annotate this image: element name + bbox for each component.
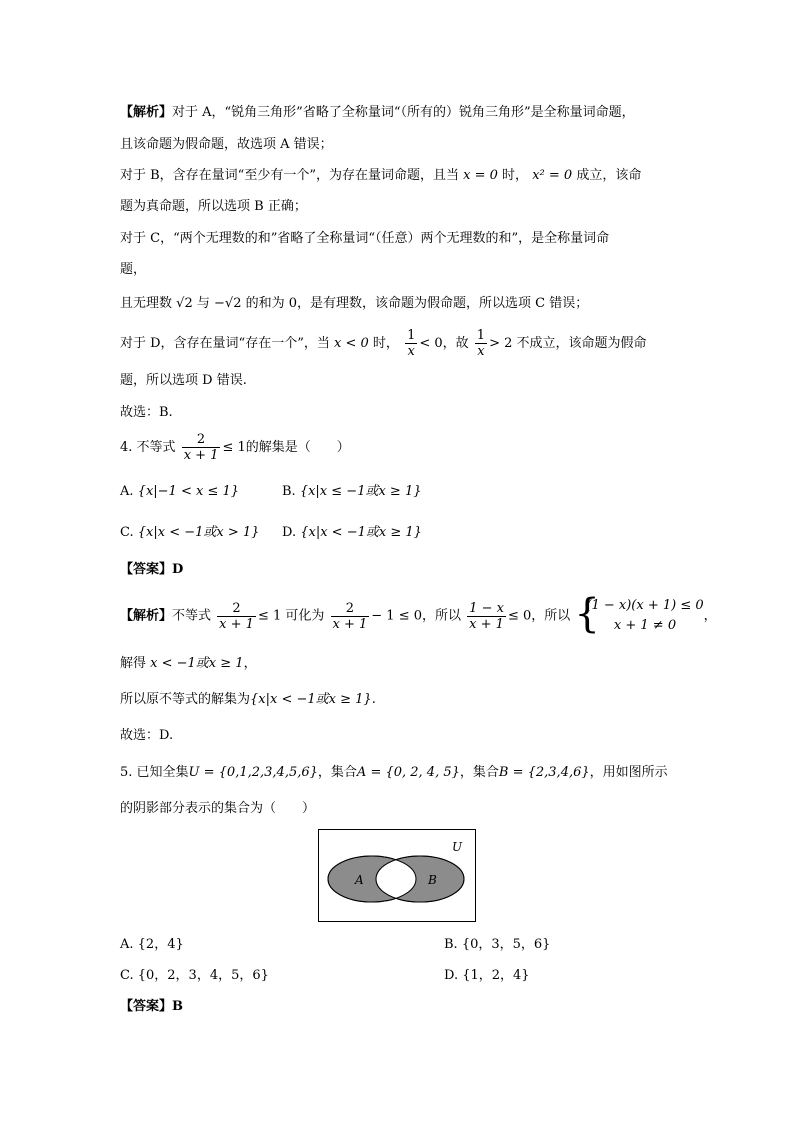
equation-system: { (1 − x)(x + 1) ≤ 0 x + 1 ≠ 0: [574, 591, 704, 637]
q4-option-d: D. {x|x < −1或x ≥ 1}: [282, 525, 422, 540]
fraction: $\frac{2}{x + 1}$: [332, 600, 368, 632]
analysis-line-7: 且无理数 √2 与 −√2 的和为 0，是有理数，该命题为假命题，所以选项 C 错误；: [120, 296, 589, 311]
q5-option-a: A. {2，4}: [120, 937, 184, 952]
fraction: $\frac{1}{x}$: [476, 328, 486, 359]
q4-solve: 解得 x < −1或x ≥ 1，: [120, 656, 257, 671]
analysis-choice: 故选：B.: [120, 405, 173, 420]
q4-solution-set: 所以原不等式的解集为{x|x < −1或x ≥ 1}.: [120, 692, 376, 707]
analysis-tag: 【解析】: [120, 105, 173, 120]
q5-stem-line-1: 5. 已知全集U = {0,1,2,3,4,5,6}，集合A = {0, 2, 4, 5}，集合B = {2,3,4,6}，用如图所示: [120, 765, 668, 780]
q4-stem: 4. 不等式 $\frac{2}{x + 1}$ ≤ 1的解集是（ ）: [120, 432, 350, 463]
venn-diagram: [318, 829, 476, 922]
q5-stem-line-2: 的阴影部分表示的集合为（ ）: [120, 801, 316, 816]
q4-choice: 故选：D.: [120, 728, 174, 743]
analysis-line-9: 题，所以选项 D 错误.: [120, 373, 247, 388]
analysis-line-8: 对于 D，含存在量词“存在一个”，当 x < 0 时， $\frac{1}{x}$ < 0，故 $\frac{1}{x}$ > 2 不成立，该命题为假命: [120, 328, 647, 359]
q5-answer: 【答案】B: [120, 999, 183, 1014]
analysis-line-4: 题为真命题，所以选项 B 正确；: [120, 199, 307, 214]
venn-label-u: U: [452, 840, 463, 854]
venn-label-b: B: [428, 873, 437, 887]
fraction: $\frac{1 - x}{x + 1}$: [469, 600, 504, 632]
q5-option-c: C. {0，2，3，4，5，6}: [120, 968, 269, 983]
fraction: $\frac{1}{x}$: [407, 328, 416, 359]
analysis-line-1: 【解析】对于 A，“锐角三角形”省略了全称量词“（所有的）锐角三角形”是全称量词命题，: [120, 105, 635, 120]
q4-analysis: 【解析】不等式 $\frac{2}{x + 1}$ ≤ 1 可化为 $\frac{2}{x + 1}$ − 1 ≤ 0，所以 $\frac{1 - x}{x + 1}$ ≤ 0，所以 { (1 − x)(x + 1) ≤ 0 x + 1 ≠ 0 ，: [120, 591, 717, 637]
q4-option-c: C. {x|x < −1或x > 1}: [120, 525, 260, 540]
fraction: $\frac{2}{x + 1}$: [219, 600, 254, 632]
q5-option-d: D. {1，2，4}: [444, 968, 530, 983]
q4-option-a: A. {x|−1 < x ≤ 1}: [120, 484, 240, 499]
fraction: $\frac{2}{x + 1}$: [183, 432, 219, 463]
q5-option-b: B. {0，3，5，6}: [444, 937, 551, 952]
analysis-line-5: 对于 C，“两个无理数的和”省略了全称量词“（任意）两个无理数的和”，是全称量词命: [120, 231, 610, 246]
analysis-line-2: 且该命题为假命题，故选项 A 错误；: [120, 137, 333, 152]
venn-label-a: A: [355, 873, 364, 887]
q4-answer: 【答案】D: [120, 562, 184, 577]
analysis-line-3: 对于 B，含存在量词“至少有一个”，为存在量词命题，且当 x = 0 时， x² = 0 成立，该命: [120, 168, 642, 183]
q4-option-b: B. {x|x ≤ −1或x ≥ 1}: [282, 484, 422, 499]
analysis-line-6: 题，: [120, 262, 147, 277]
